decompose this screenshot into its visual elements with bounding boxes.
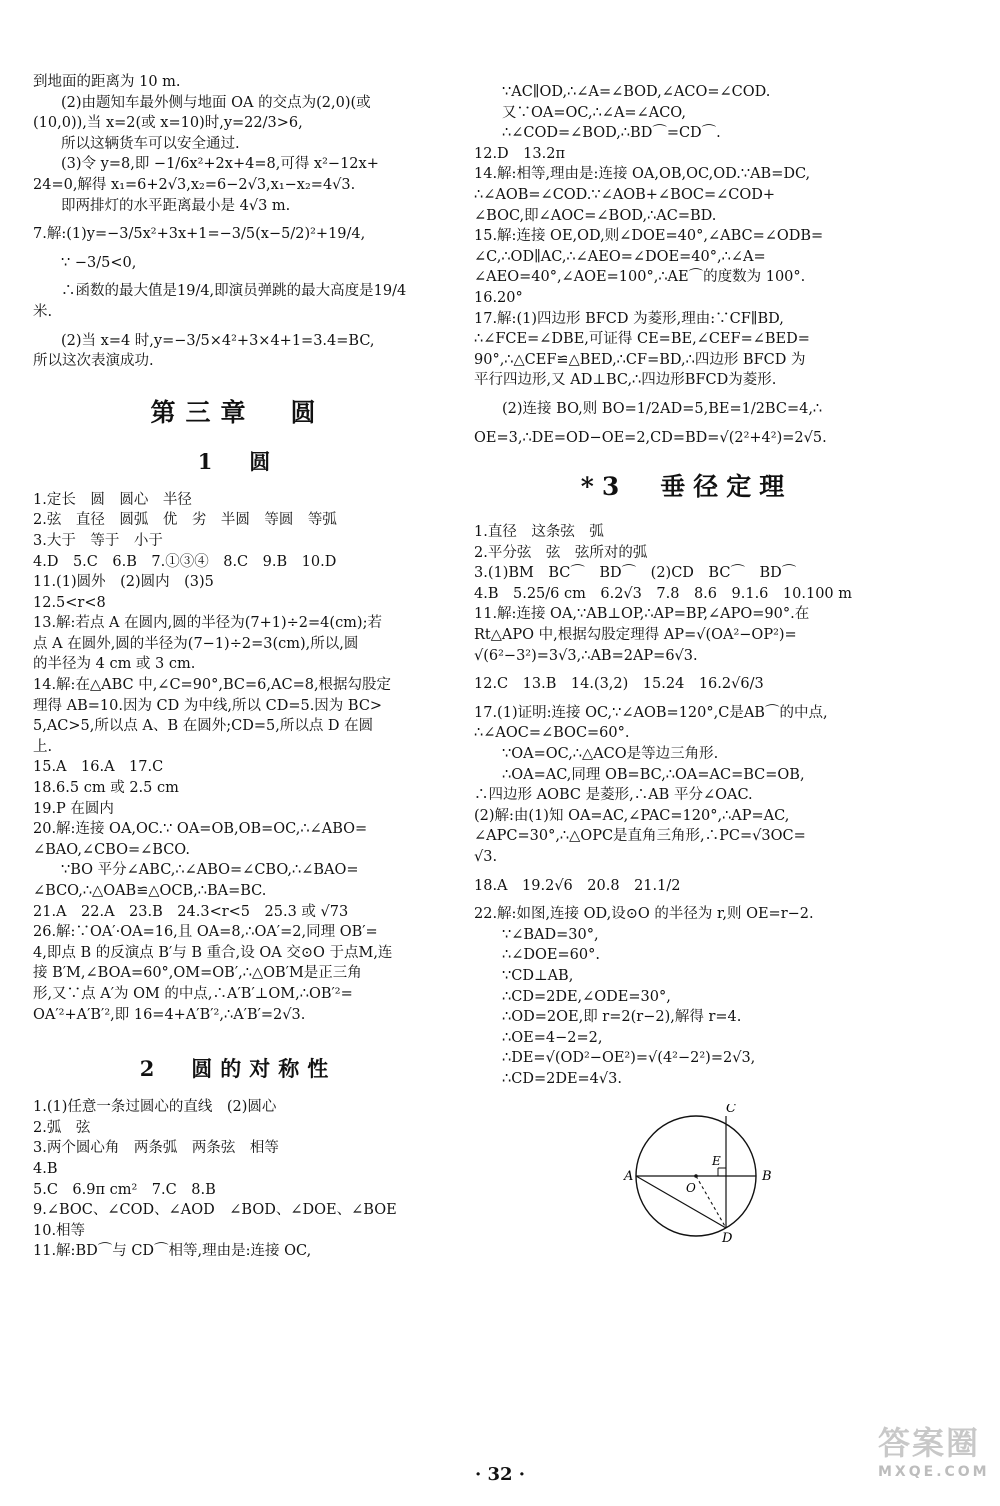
answer-line: ∴OA=AC,同理 OB=BC,∴OA=AC=BC=OB, — [502, 766, 805, 783]
answer-line: 21.A 22.A 23.B 24.3<r<5 25.3 或 √73 — [33, 903, 349, 920]
text-line: ∴∠AOB=∠COD.∵∠AOB+∠BOC=∠COD+ — [474, 186, 776, 203]
text-line: OE=3,∴DE=OD−OE=2,CD=BD=√(2²+4²)=2√5. — [474, 429, 827, 446]
circle-diagram — [614, 1104, 784, 1244]
answer-line: 17.(1)证明:连接 OC,∵∠AOB=120°,C是AB⌒的中点, — [474, 704, 828, 721]
answer-line: 12.5<r<8 — [33, 594, 106, 611]
watermark-logo — [878, 1418, 993, 1498]
answer-line: 的半径为 4 cm 或 3 cm. — [33, 656, 196, 673]
answer-line: 4.D 5.C 6.B 7.①③④ 8.C 9.B 10.D — [33, 553, 337, 570]
answer-line: 18.6.5 cm 或 2.5 cm — [33, 780, 179, 797]
label-d: D — [722, 1230, 733, 1244]
text-line: (2)由题知车最外侧与地面 OA 的交点为(2,0)(或 — [61, 94, 371, 111]
text-line: ∴函数的最大值是19/4,即演员弹跳的最大高度是19/4 — [61, 283, 407, 300]
text-line: 所以这辆货车可以安全通过. — [61, 135, 240, 152]
answer-line: 接 B′M,∠BOA=60°,OM=OB′,∴△OB′M是正三角 — [33, 965, 362, 982]
text-line: 15.解:连接 OE,OD,则∠DOE=40°,∠ABC=∠ODB= — [474, 228, 824, 245]
answer-line: 13.解:若点 A 在圆内,圆的半径为(7+1)÷2=4(cm);若 — [33, 615, 382, 632]
answer-line: ∠BAO,∠CBO=∠BCO. — [33, 841, 190, 858]
answer-line: ∵∠BAD=30°, — [502, 926, 599, 943]
answer-line: 14.解:在△ABC 中,∠C=90°,BC=6,AC=8,根据勾股定 — [33, 677, 392, 694]
text-line: ∴∠FCE=∠DBE,可证得 CE=BE,∠CEF=∠BED= — [474, 331, 810, 348]
answer-line: ∠BCO,∴△OAB≌△OCB,∴BA=BC. — [33, 883, 267, 899]
text-line: 90°,∴△CEF≌△BED,∴CF=BD,∴四边形 BFCD 为 — [474, 351, 806, 368]
label-c: C — [726, 1103, 736, 1116]
answer-line: ∴CD=2DE=4√3. — [502, 1070, 622, 1087]
answer-line: ∠APC=30°,∴△OPC是直角三角形,∴PC=√3OC= — [474, 828, 806, 845]
left-column — [33, 72, 443, 1262]
text-line: (2)当 x=4 时,y=−3/5×4²+3×4+1=3.4=BC, — [61, 332, 375, 349]
answer-line: ∴∠DOE=60°. — [502, 947, 600, 964]
answer-line: √(6²−3²)=3√3,∴AB=2AP=6√3. — [474, 647, 698, 664]
answer-line: 9.∠BOC、∠COD、∠AOD ∠BOD、∠DOE、∠BOE — [33, 1202, 397, 1219]
answer-line: ∴∠AOC=∠BOC=60°. — [474, 725, 630, 742]
answer-line: (2)解:由(1)知 OA=AC,∠PAC=120°,∴AP=AC, — [474, 807, 790, 824]
text-line: ∵ −3/5<0, — [61, 254, 137, 271]
label-o: O — [686, 1180, 696, 1195]
watermark-url: MXQE.COM — [878, 1464, 990, 1480]
text-line: 所以这次表演成功. — [33, 353, 154, 370]
text-line: ∵AC∥OD,∴∠A=∠BOD,∠ACO=∠COD. — [502, 84, 771, 100]
text-line: 17.解:(1)四边形 BFCD 为菱形,理由:∵CF∥BD, — [474, 310, 784, 327]
answer-line: 11.(1)圆外 (2)圆内 (3)5 — [33, 574, 214, 591]
answer-line: 点 A 在圆外,圆的半径为(7−1)÷2=3(cm),所以,圆 — [33, 635, 359, 652]
text-line: 即两排灯的水平距离最小是 4√3 m. — [61, 197, 291, 214]
answer-line: OA′²+A′B′²,即 16=4+A′B′²,∴A′B′=2√3. — [33, 1006, 306, 1023]
answer-line: 上. — [33, 738, 53, 755]
text-line: ∴∠COD=∠BOD,∴BD⌒=CD⌒. — [502, 125, 721, 142]
answer-line: ∴DE=√(OD²−OE²)=√(4²−2²)=2√3, — [502, 1050, 756, 1067]
answer-line: 4,即点 B 的反演点 B′与 B 重合,设 OA 交⊙O 于点M,连 — [33, 944, 393, 961]
answer-line: 2.弧 弦 — [33, 1119, 91, 1136]
section-title: *3 垂径定理 — [580, 472, 793, 502]
text-line: 7.解:(1)y=−3/5x²+3x+1=−3/5(x−5/2)²+19/4, — [33, 226, 366, 243]
answer-line: ∵BO 平分∠ABC,∴∠ABO=∠CBO,∴∠BAO= — [61, 862, 359, 879]
answer-line: ∵CD⊥AB, — [502, 967, 574, 984]
answer-line: 3.大于 等于 小于 — [33, 532, 163, 549]
answer-line: ∴OE=4−2=2, — [502, 1029, 603, 1046]
answer-line: ∴OD=2OE,即 r=2(r−2),解得 r=4. — [502, 1009, 742, 1026]
section-title: 2 圆的对称性 — [139, 1056, 337, 1082]
answer-line: 1.(1)任意一条过圆心的直线 (2)圆心 — [33, 1099, 277, 1116]
answer-line: 4.B — [33, 1160, 58, 1177]
label-a: A — [624, 1168, 634, 1184]
section1-answers — [33, 490, 443, 1025]
answer-line: ∴四边形 AOBC 是菱形,∴AB 平分∠OAC. — [474, 787, 753, 804]
answer-line: 11.解:BD⌒与 CD⌒相等,理由是:连接 OC, — [33, 1243, 312, 1260]
answer-line: ∵OA=OC,∴△ACO是等边三角形. — [502, 746, 719, 763]
answer-line: 15.A 16.A 17.C — [33, 759, 164, 776]
section3-answers — [474, 522, 899, 1089]
answer-line: 4.B 5.25/6 cm 6.2√3 7.8 8.6 9.1.6 10.100 m — [474, 585, 852, 602]
right-top-block — [474, 82, 899, 448]
answer-line: ∴CD=2DE,∠ODE=30°, — [502, 988, 671, 1005]
text-line: (10,0)),当 x=2(或 x=10)时,y=22/3>6, — [33, 115, 303, 132]
answer-line: 22.解:如图,连接 OD,设⊙O 的半径为 r,则 OE=r−2. — [474, 906, 814, 923]
answer-line: 理得 AB=10.因为 CD 为中线,所以 CD=5.因为 BC> — [33, 697, 383, 714]
label-e: E — [712, 1153, 721, 1168]
chapter-title: 第三章 圆 — [150, 397, 326, 427]
answer-line: 1.定长 圆 圆心 半径 — [33, 491, 192, 508]
text-line: (3)令 y=8,即 −1/6x²+2x+4=8,可得 x²−12x+ — [61, 156, 379, 173]
answer-line: 3.(1)BM BC⌒ BD⌒ (2)CD BC⌒ BD⌒ — [474, 565, 797, 582]
answer-line: 5,AC>5,所以点 A、B 在圆外;CD=5,所以点 D 在圆 — [33, 718, 374, 735]
answer-line: 19.P 在圆内 — [33, 800, 114, 817]
answer-line: Rt△APO 中,根据勾股定理得 AP=√(OA²−OP²)= — [474, 627, 797, 644]
answer-line: 5.C 6.9π cm² 7.C 8.B — [33, 1181, 216, 1198]
answer-line: 2.弦 直径 圆弧 优 劣 半圆 等圆 等弧 — [33, 512, 337, 529]
answer-line: 2.平分弦 弦 弦所对的弧 — [474, 544, 648, 561]
text-line: 14.解:相等,理由是:连接 OA,OB,OC,OD.∵AB=DC, — [474, 166, 811, 183]
text-line: 12.D 13.2π — [474, 145, 566, 162]
watermark-text: 答案圈 — [878, 1424, 981, 1462]
answer-line: 形,又∵点 A′为 OM 的中点,∴A′B′⊥OM,∴OB′²= — [33, 985, 353, 1002]
answer-line: 18.A 19.2√6 20.8 21.1/2 — [474, 877, 681, 894]
text-line: ∠BOC,即∠AOC=∠BOD,∴AC=BD. — [474, 207, 717, 224]
center-point — [694, 1174, 698, 1178]
answer-line: 26.解:∵OA′·OA=16,且 OA=8,∴OA′=2,同理 OB′= — [33, 924, 378, 941]
right-column — [474, 82, 899, 1244]
segment-ad — [636, 1176, 726, 1228]
text-line: 16.20° — [474, 289, 523, 306]
text-line: 又∵OA=OC,∴∠A=∠ACO, — [502, 104, 686, 121]
answer-line: 12.C 13.B 14.(3,2) 15.24 16.2√6/3 — [474, 676, 764, 693]
text-line: 到地面的距离为 10 m. — [33, 74, 181, 90]
answer-line: 11.解:连接 OA,∵AB⊥OP,∴AP=BP,∠APO=90°.在 — [474, 606, 810, 623]
section-title: 1 圆 — [197, 448, 279, 474]
answer-line: 1.直径 这条弦 弧 — [474, 524, 604, 541]
text-line: 米. — [33, 303, 53, 320]
page-number: · 32 · — [474, 1464, 526, 1485]
text-line: 平行四边形,又 AD⊥BC,∴四边形BFCD为菱形. — [474, 372, 777, 389]
text-line: ∠AEO=40°,∠AOE=100°,∴AE⌒的度数为 100°. — [474, 269, 806, 286]
answer-line: √3. — [474, 849, 498, 865]
circle-figure — [614, 1104, 784, 1244]
text-line: ∠C,∴OD∥AC,∴∠AEO=∠DOE=40°,∴∠A= — [474, 248, 766, 265]
label-b: B — [762, 1168, 772, 1184]
answer-line: 20.解:连接 OA,OC.∵ OA=OB,OB=OC,∴∠ABO= — [33, 821, 368, 838]
text-line: 24=0,解得 x₁=6+2√3,x₂=6−2√3,x₁−x₂=4√3. — [33, 176, 356, 193]
text-line: (2)连接 BO,则 BO=1/2AD=5,BE=1/2BC=4,∴ — [502, 400, 823, 417]
answer-line: 3.两个圆心角 两条弧 两条弦 相等 — [33, 1140, 279, 1157]
answer-line: 10.相等 — [33, 1222, 86, 1239]
left-top-block — [33, 72, 443, 372]
segment-od — [696, 1176, 726, 1228]
section2-answers — [33, 1097, 443, 1262]
